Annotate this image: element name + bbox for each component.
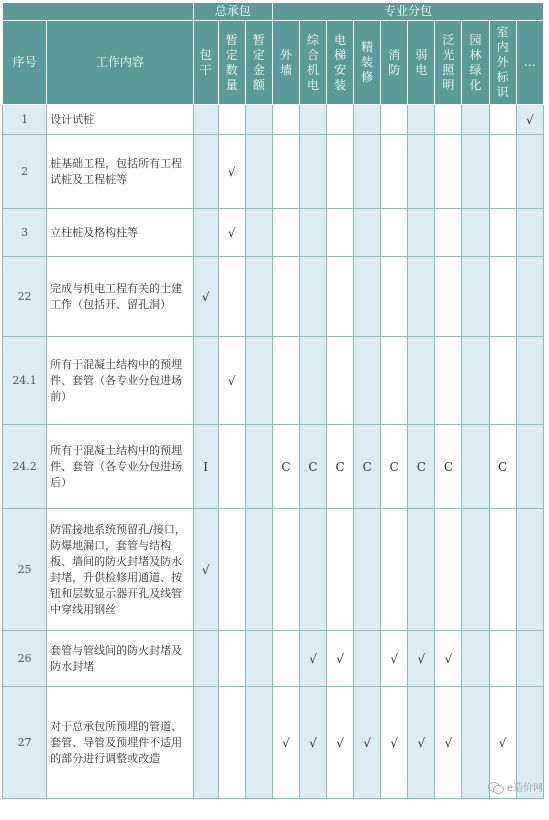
row-seq: 22: [3, 257, 47, 337]
cell-jingzhuangxiu: √: [354, 687, 381, 799]
cell-zanding_jine: [245, 687, 272, 799]
table-row: [3, 105, 544, 135]
cell-more: [516, 337, 543, 425]
cell-fanguang_zhaoming: [435, 337, 462, 425]
cell-dianti_anzhuang: [327, 257, 354, 337]
column-header-label: 包干: [199, 47, 212, 77]
table-row: [3, 425, 544, 509]
cell-yuanlin_lvhua: [462, 509, 489, 631]
cell-dianti_anzhuang: C: [327, 425, 354, 509]
group-header-special: 专业分包: [272, 3, 543, 21]
cell-yuanlin_lvhua: [462, 687, 489, 799]
cell-shinei_biaoshi: [489, 105, 516, 135]
cell-dianti_anzhuang: [327, 209, 354, 257]
row-content: 设计试桩: [47, 105, 194, 135]
column-header-label: 泛光照明: [442, 32, 455, 92]
column-header-zonghe_jidian: [299, 21, 326, 105]
cell-shinei_biaoshi: [489, 631, 516, 687]
cell-more: [516, 257, 543, 337]
cell-zanding_jine: [245, 337, 272, 425]
cell-zonghe_jidian: √: [299, 687, 326, 799]
cell-zanding_jine: [245, 135, 272, 209]
column-header-ruodian: [408, 21, 435, 105]
cell-dianti_anzhuang: [327, 337, 354, 425]
cell-shinei_biaoshi: [489, 209, 516, 257]
cell-xiaofang: √: [381, 687, 408, 799]
cell-fanguang_zhaoming: [435, 257, 462, 337]
cell-baogan: [193, 687, 218, 799]
table-row: [3, 209, 544, 257]
cell-ruodian: [408, 105, 435, 135]
cell-shinei_biaoshi: √: [489, 687, 516, 799]
cell-shinei_biaoshi: C: [489, 425, 516, 509]
column-header-jingzhuangxiu: [354, 21, 381, 105]
cell-zanding_jine: [245, 631, 272, 687]
column-header-label: 弱电: [415, 47, 428, 77]
cell-fanguang_zhaoming: [435, 135, 462, 209]
wechat-icon: [488, 781, 504, 793]
cell-yuanlin_lvhua: [462, 105, 489, 135]
cell-jingzhuangxiu: [354, 509, 381, 631]
column-header-label: 序号: [12, 55, 37, 69]
table-row: [3, 337, 544, 425]
cell-xiaofang: [381, 209, 408, 257]
column-header-content: [47, 21, 194, 105]
cell-zanding_jine: [245, 425, 272, 509]
cell-jingzhuangxiu: [354, 209, 381, 257]
group-header-general: 总承包: [193, 3, 272, 21]
cell-zanding_shuliang: [218, 631, 245, 687]
row-content: 防雷接地系统预留孔/接口，防爆地漏口，套管与结构板、墙间的防火封堵及防水封堵，升供检修用通道、按钮和层数显示器开孔及线管中穿线用钢丝: [47, 509, 194, 631]
cell-fanguang_zhaoming: C: [435, 425, 462, 509]
cell-baogan: [193, 337, 218, 425]
column-header-fanguang_zhaoming: [435, 21, 462, 105]
responsibility-matrix-table: [2, 2, 544, 799]
cell-jingzhuangxiu: C: [354, 425, 381, 509]
cell-shinei_biaoshi: [489, 337, 516, 425]
cell-waiqiang: [272, 509, 299, 631]
cell-fanguang_zhaoming: √: [435, 687, 462, 799]
cell-fanguang_zhaoming: [435, 105, 462, 135]
column-header-label: 暂定数量: [225, 32, 238, 92]
column-header-shinei_biaoshi: [489, 21, 516, 105]
cell-dianti_anzhuang: √: [327, 631, 354, 687]
row-seq: 24.2: [3, 425, 47, 509]
row-seq: 24.1: [3, 337, 47, 425]
cell-zonghe_jidian: [299, 135, 326, 209]
cell-baogan: [193, 105, 218, 135]
cell-xiaofang: [381, 135, 408, 209]
cell-ruodian: [408, 337, 435, 425]
row-content: 完成与机电工程有关的土建工作（包括开、留孔洞）: [47, 257, 194, 337]
cell-zanding_jine: [245, 209, 272, 257]
cell-zonghe_jidian: [299, 105, 326, 135]
row-seq: 26: [3, 631, 47, 687]
cell-zanding_jine: [245, 257, 272, 337]
cell-more: [516, 631, 543, 687]
cell-ruodian: √: [408, 687, 435, 799]
cell-jingzhuangxiu: [354, 105, 381, 135]
cell-zonghe_jidian: [299, 509, 326, 631]
row-content: 所有于混凝土结构中的预埋件、套管（各专业分包进场前）: [47, 337, 194, 425]
cell-zanding_shuliang: [218, 425, 245, 509]
group-header-row: [3, 3, 544, 21]
cell-zonghe_jidian: √: [299, 631, 326, 687]
row-content: 套管与管线间的防火封堵及防水封堵: [47, 631, 194, 687]
column-header-label: 精装修: [361, 40, 374, 84]
cell-yuanlin_lvhua: [462, 135, 489, 209]
watermark: [488, 779, 543, 794]
row-seq: 1: [3, 105, 47, 135]
column-header-baogan: [193, 21, 218, 105]
cell-zanding_shuliang: [218, 687, 245, 799]
column-header-zanding_jine: [245, 21, 272, 105]
cell-more: [516, 509, 543, 631]
cell-waiqiang: [272, 257, 299, 337]
cell-more: [516, 135, 543, 209]
row-seq: 25: [3, 509, 47, 631]
cell-fanguang_zhaoming: √: [435, 631, 462, 687]
cell-yuanlin_lvhua: [462, 337, 489, 425]
cell-shinei_biaoshi: [489, 257, 516, 337]
cell-ruodian: [408, 209, 435, 257]
table-body: [3, 105, 544, 799]
cell-baogan: [193, 631, 218, 687]
cell-zanding_shuliang: [218, 105, 245, 135]
table-row: [3, 509, 544, 631]
column-header-label: 综合机电: [307, 32, 320, 92]
cell-xiaofang: [381, 509, 408, 631]
cell-waiqiang: C: [272, 425, 299, 509]
cell-xiaofang: [381, 257, 408, 337]
column-header-label: 室内外标识: [496, 25, 509, 99]
column-header-label: 园林绿化: [469, 32, 482, 92]
cell-zanding_shuliang: √: [218, 135, 245, 209]
cell-zonghe_jidian: [299, 209, 326, 257]
column-header-label: 外墙: [279, 47, 292, 77]
column-header-xiaofang: [381, 21, 408, 105]
cell-more: √: [516, 105, 543, 135]
column-header-label: 电梯安装: [334, 32, 347, 92]
column-header-waiqiang: [272, 21, 299, 105]
cell-dianti_anzhuang: √: [327, 687, 354, 799]
cell-waiqiang: [272, 105, 299, 135]
cell-dianti_anzhuang: [327, 105, 354, 135]
cell-yuanlin_lvhua: [462, 257, 489, 337]
column-header-zanding_shuliang: [218, 21, 245, 105]
cell-xiaofang: C: [381, 425, 408, 509]
cell-fanguang_zhaoming: [435, 509, 462, 631]
watermark-text: e造价网: [506, 783, 543, 794]
cell-zanding_shuliang: √: [218, 209, 245, 257]
row-content: 桩基础工程，包括所有工程试桩及工程桩等: [47, 135, 194, 209]
cell-waiqiang: √: [272, 687, 299, 799]
cell-more: [516, 209, 543, 257]
column-header-label: 暂定金额: [252, 32, 265, 92]
cell-waiqiang: [272, 135, 299, 209]
cell-waiqiang: [272, 337, 299, 425]
cell-yuanlin_lvhua: [462, 631, 489, 687]
row-content: 立柱桩及格构柱等: [47, 209, 194, 257]
cell-ruodian: [408, 509, 435, 631]
cell-zanding_shuliang: √: [218, 337, 245, 425]
table-row: [3, 135, 544, 209]
cell-zonghe_jidian: [299, 337, 326, 425]
column-header-more: [516, 21, 543, 105]
cell-baogan: [193, 209, 218, 257]
cell-zanding_shuliang: [218, 257, 245, 337]
column-header-row: [3, 21, 544, 105]
cell-baogan: I: [193, 425, 218, 509]
column-header-yuanlin_lvhua: [462, 21, 489, 105]
table-row: [3, 257, 544, 337]
cell-dianti_anzhuang: [327, 509, 354, 631]
cell-xiaofang: [381, 337, 408, 425]
cell-waiqiang: [272, 631, 299, 687]
cell-zanding_jine: [245, 509, 272, 631]
row-content: 所有于混凝土结构中的预埋件、套管（各专业分包进场后）: [47, 425, 194, 509]
cell-xiaofang: [381, 105, 408, 135]
cell-baogan: √: [193, 257, 218, 337]
cell-fanguang_zhaoming: [435, 209, 462, 257]
cell-zanding_shuliang: [218, 509, 245, 631]
group-header-blank: [3, 3, 194, 21]
cell-more: [516, 425, 543, 509]
cell-zonghe_jidian: [299, 257, 326, 337]
cell-dianti_anzhuang: [327, 135, 354, 209]
cell-ruodian: √: [408, 631, 435, 687]
cell-ruodian: [408, 257, 435, 337]
cell-baogan: [193, 135, 218, 209]
column-header-label: …: [523, 55, 536, 69]
cell-shinei_biaoshi: [489, 135, 516, 209]
row-seq: 2: [3, 135, 47, 209]
cell-yuanlin_lvhua: [462, 425, 489, 509]
row-seq: 27: [3, 687, 47, 799]
column-header-seq: [3, 21, 47, 105]
cell-ruodian: C: [408, 425, 435, 509]
column-header-label: 工作内容: [95, 55, 144, 69]
cell-waiqiang: [272, 209, 299, 257]
cell-jingzhuangxiu: [354, 257, 381, 337]
cell-jingzhuangxiu: [354, 631, 381, 687]
cell-yuanlin_lvhua: [462, 209, 489, 257]
cell-zanding_jine: [245, 105, 272, 135]
table-row: [3, 631, 544, 687]
column-header-label: 消防: [388, 47, 401, 77]
cell-jingzhuangxiu: [354, 337, 381, 425]
row-seq: 3: [3, 209, 47, 257]
cell-ruodian: [408, 135, 435, 209]
cell-shinei_biaoshi: [489, 509, 516, 631]
column-header-dianti_anzhuang: [327, 21, 354, 105]
cell-xiaofang: √: [381, 631, 408, 687]
table-row: [3, 687, 544, 799]
cell-baogan: √: [193, 509, 218, 631]
cell-zonghe_jidian: C: [299, 425, 326, 509]
cell-jingzhuangxiu: [354, 135, 381, 209]
row-content: 对于总承包所预埋的管道、套管、导管及预埋件不适用的部分进行调整或改造: [47, 687, 194, 799]
